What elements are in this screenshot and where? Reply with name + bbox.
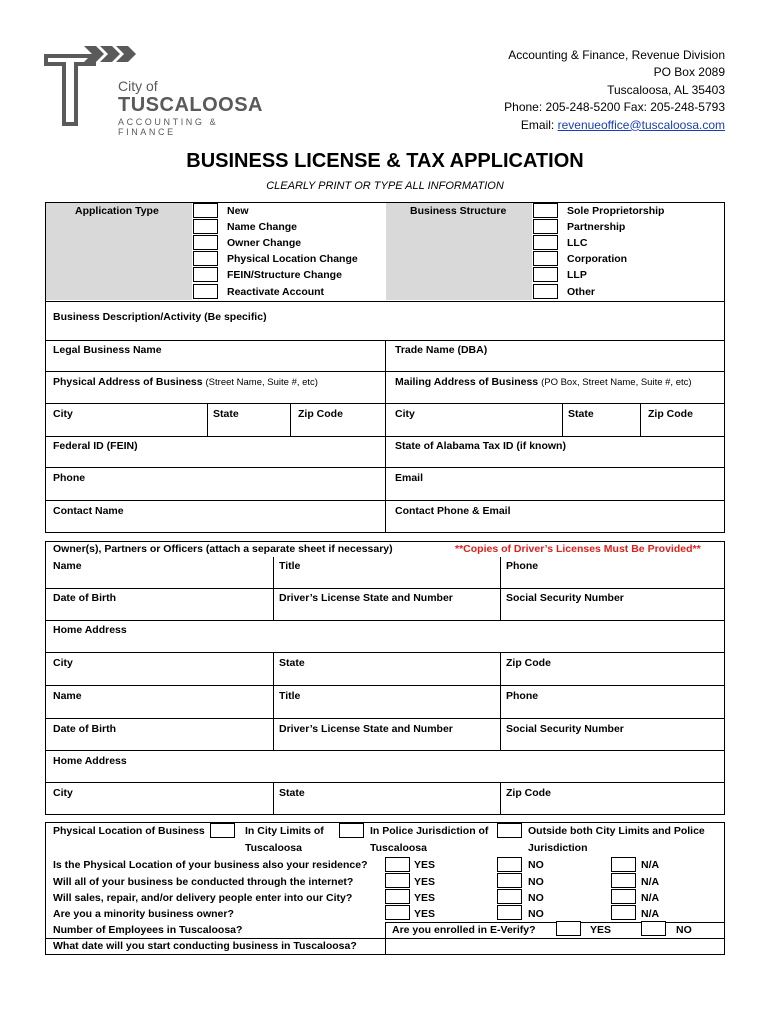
application-type-new-checkbox[interactable] bbox=[193, 203, 218, 218]
mailing-city-label: City bbox=[395, 408, 415, 420]
owner-2-title-label: Title bbox=[279, 690, 301, 702]
email-field-label: Email bbox=[395, 472, 424, 484]
option-other: Other bbox=[567, 286, 596, 298]
division-address bbox=[504, 47, 725, 134]
physical-location-label: Physical Location of Business bbox=[53, 825, 205, 837]
structure-llc-checkbox[interactable] bbox=[533, 235, 558, 250]
everify-no-label: NO bbox=[676, 924, 692, 936]
email-link[interactable]: revenueoffice@tuscaloosa.com bbox=[557, 117, 725, 132]
sales-no-checkbox[interactable] bbox=[497, 889, 522, 904]
outside-limits-label-1: Outside both City Limits and Police bbox=[528, 825, 705, 837]
internet-yes-label: YES bbox=[414, 876, 436, 888]
email-line bbox=[504, 117, 725, 134]
in-city-limits-checkbox[interactable] bbox=[210, 823, 235, 838]
option-corporation: Corporation bbox=[567, 253, 628, 265]
mailing-address-note: (PO Box, Street Name, Suite #, etc) bbox=[541, 377, 692, 388]
minority-no-label: NO bbox=[528, 908, 544, 920]
application-type-owner-change-checkbox[interactable] bbox=[193, 235, 218, 250]
minority-na-label: N/A bbox=[641, 908, 660, 920]
residence-no-checkbox[interactable] bbox=[497, 857, 522, 872]
drivers-license-warning: **Copies of Driver’s Licenses Must Be Provided** bbox=[455, 543, 701, 555]
owner-2-city-label: City bbox=[53, 787, 73, 799]
police-jurisdiction-label-2: Tuscaloosa bbox=[370, 842, 427, 854]
option-llp: LLP bbox=[567, 269, 587, 281]
option-sole-proprietorship: Sole Proprietorship bbox=[567, 205, 665, 217]
everify-yes-label: YES bbox=[590, 924, 612, 936]
option-new: New bbox=[227, 205, 249, 217]
email-label: Email: bbox=[520, 117, 558, 132]
owner-2-ssn-label: Social Security Number bbox=[506, 723, 624, 735]
police-jurisdiction-checkbox[interactable] bbox=[339, 823, 364, 838]
contact-name-label: Contact Name bbox=[53, 505, 124, 517]
everify-label: Are you enrolled in E-Verify? bbox=[392, 924, 536, 936]
legal-business-name-label: Legal Business Name bbox=[53, 344, 162, 356]
minority-na-checkbox[interactable] bbox=[611, 905, 636, 920]
owner-1-home-address-label: Home Address bbox=[53, 624, 127, 636]
residence-yes-label: YES bbox=[414, 859, 436, 871]
physical-address-note: (Street Name, Suite #, etc) bbox=[205, 377, 318, 388]
internet-no-checkbox[interactable] bbox=[497, 873, 522, 888]
owner-2-dob-label: Date of Birth bbox=[53, 723, 116, 735]
business-structure-shade bbox=[386, 203, 532, 300]
physical-city-label: City bbox=[53, 408, 73, 420]
owner-2-dl-label: Driver’s License State and Number bbox=[279, 723, 453, 735]
everify-yes-checkbox[interactable] bbox=[556, 921, 581, 936]
internet-yes-checkbox[interactable] bbox=[385, 873, 410, 888]
mailing-address-text: Mailing Address of Business bbox=[395, 376, 539, 388]
sales-na-label: N/A bbox=[641, 892, 660, 904]
owner-1-title-label: Title bbox=[279, 560, 301, 572]
structure-other-checkbox[interactable] bbox=[533, 284, 558, 299]
owner-1-city-label: City bbox=[53, 657, 73, 669]
owner-1-name-label: Name bbox=[53, 560, 82, 572]
structure-partnership-checkbox[interactable] bbox=[533, 219, 558, 234]
address-line-3: Tuscaloosa, AL 35403 bbox=[607, 82, 725, 97]
phone-label: Phone bbox=[53, 472, 86, 484]
business-structure-label: Business Structure bbox=[410, 205, 507, 217]
structure-llp-checkbox[interactable] bbox=[533, 267, 558, 282]
owner-1-ssn-label: Social Security Number bbox=[506, 592, 624, 604]
address-line-1: Accounting & Finance, Revenue Division bbox=[508, 48, 725, 62]
owner-1-dl-label: Driver’s License State and Number bbox=[279, 592, 453, 604]
application-type-name-change-checkbox[interactable] bbox=[193, 219, 218, 234]
application-type-location-change-checkbox[interactable] bbox=[193, 251, 218, 266]
application-type-fein-change-checkbox[interactable] bbox=[193, 267, 218, 282]
address-line-2: PO Box 2089 bbox=[653, 65, 725, 80]
structure-sole-proprietorship-checkbox[interactable] bbox=[533, 203, 558, 218]
owner-1-state-label: State bbox=[279, 657, 305, 669]
application-type-shade bbox=[46, 203, 192, 300]
state-tax-id-label: State of Alabama Tax ID (if known) bbox=[395, 440, 566, 452]
physical-zip-label: Zip Code bbox=[298, 408, 343, 420]
sales-na-checkbox[interactable] bbox=[611, 889, 636, 904]
owner-1-dob-label: Date of Birth bbox=[53, 592, 116, 604]
logo-department: ACCOUNTING & FINANCE bbox=[118, 117, 219, 137]
residence-no-label: NO bbox=[528, 859, 544, 871]
form-title: BUSINESS LICENSE & TAX APPLICATION bbox=[186, 150, 584, 172]
mailing-state-label: State bbox=[568, 408, 594, 420]
owners-header: Owner(s), Partners or Officers (attach a separate sheet if necessary) bbox=[53, 543, 393, 555]
application-type-reactivate-checkbox[interactable] bbox=[193, 284, 218, 299]
option-owner-change: Owner Change bbox=[227, 237, 302, 249]
city-logo bbox=[44, 46, 274, 137]
outside-limits-checkbox[interactable] bbox=[497, 823, 522, 838]
residence-na-checkbox[interactable] bbox=[611, 857, 636, 872]
everify-no-checkbox[interactable] bbox=[641, 921, 666, 936]
in-city-limits-label-2: Tuscaloosa bbox=[245, 842, 302, 854]
question-minority-text: Are you a minority business owner? bbox=[53, 908, 234, 920]
logo-city-name: TUSCALOOSA bbox=[118, 94, 263, 116]
physical-address-label bbox=[53, 376, 318, 388]
owner-2-zip-label: Zip Code bbox=[506, 787, 551, 799]
owner-1-phone-label: Phone bbox=[506, 560, 539, 572]
logo-city-of: City of bbox=[118, 78, 158, 94]
option-partnership: Partnership bbox=[567, 221, 626, 233]
fein-label: Federal ID (FEIN) bbox=[53, 440, 138, 452]
question-internet-text: Will all of your business be conducted through the internet? bbox=[53, 876, 354, 888]
internet-na-checkbox[interactable] bbox=[611, 873, 636, 888]
sales-yes-label: YES bbox=[414, 892, 436, 904]
start-date-label: What date will you start conducting business in Tuscaloosa? bbox=[53, 940, 357, 952]
employees-label: Number of Employees in Tuscaloosa? bbox=[53, 924, 243, 936]
option-name-change: Name Change bbox=[227, 221, 298, 233]
sales-yes-checkbox[interactable] bbox=[385, 889, 410, 904]
owner-1-zip-label: Zip Code bbox=[506, 657, 551, 669]
option-fein-change: FEIN/Structure Change bbox=[227, 269, 342, 281]
trade-name-label: Trade Name (DBA) bbox=[395, 344, 488, 356]
option-llc: LLC bbox=[567, 237, 588, 249]
outside-limits-label-2: Jurisdiction bbox=[528, 842, 588, 854]
minority-yes-checkbox[interactable] bbox=[385, 905, 410, 920]
form-subtitle: CLEARLY PRINT OR TYPE ALL INFORMATION bbox=[266, 180, 504, 192]
police-jurisdiction-label-1: In Police Jurisdiction of bbox=[370, 825, 489, 837]
in-city-limits-label-1: In City Limits of bbox=[245, 825, 324, 837]
residence-na-label: N/A bbox=[641, 859, 660, 871]
minority-no-checkbox[interactable] bbox=[497, 905, 522, 920]
option-reactivate: Reactivate Account bbox=[227, 286, 325, 298]
business-description-label: Business Description/Activity (Be specific) bbox=[53, 311, 267, 323]
owner-2-state-label: State bbox=[279, 787, 305, 799]
address-line-4: Phone: 205-248-5200 Fax: 205-248-5793 bbox=[504, 100, 725, 115]
sales-no-label: NO bbox=[528, 892, 544, 904]
internet-na-label: N/A bbox=[641, 876, 660, 888]
structure-corporation-checkbox[interactable] bbox=[533, 251, 558, 266]
contact-phone-email-label: Contact Phone & Email bbox=[395, 505, 511, 517]
internet-no-label: NO bbox=[528, 876, 544, 888]
option-location-change: Physical Location Change bbox=[227, 253, 358, 265]
mailing-address-label bbox=[395, 376, 692, 388]
physical-address-text: Physical Address of Business bbox=[53, 376, 203, 388]
physical-state-label: State bbox=[213, 408, 239, 420]
owner-2-name-label: Name bbox=[53, 690, 82, 702]
application-type-label: Application Type bbox=[75, 205, 159, 217]
owner-2-phone-label: Phone bbox=[506, 690, 539, 702]
question-residence-text: Is the Physical Location of your business also your residence? bbox=[53, 859, 368, 871]
owner-2-home-address-label: Home Address bbox=[53, 755, 127, 767]
mailing-zip-label: Zip Code bbox=[648, 408, 693, 420]
question-sales-text: Will sales, repair, and/or delivery people enter into our City? bbox=[53, 892, 353, 904]
residence-yes-checkbox[interactable] bbox=[385, 857, 410, 872]
minority-yes-label: YES bbox=[414, 908, 436, 920]
